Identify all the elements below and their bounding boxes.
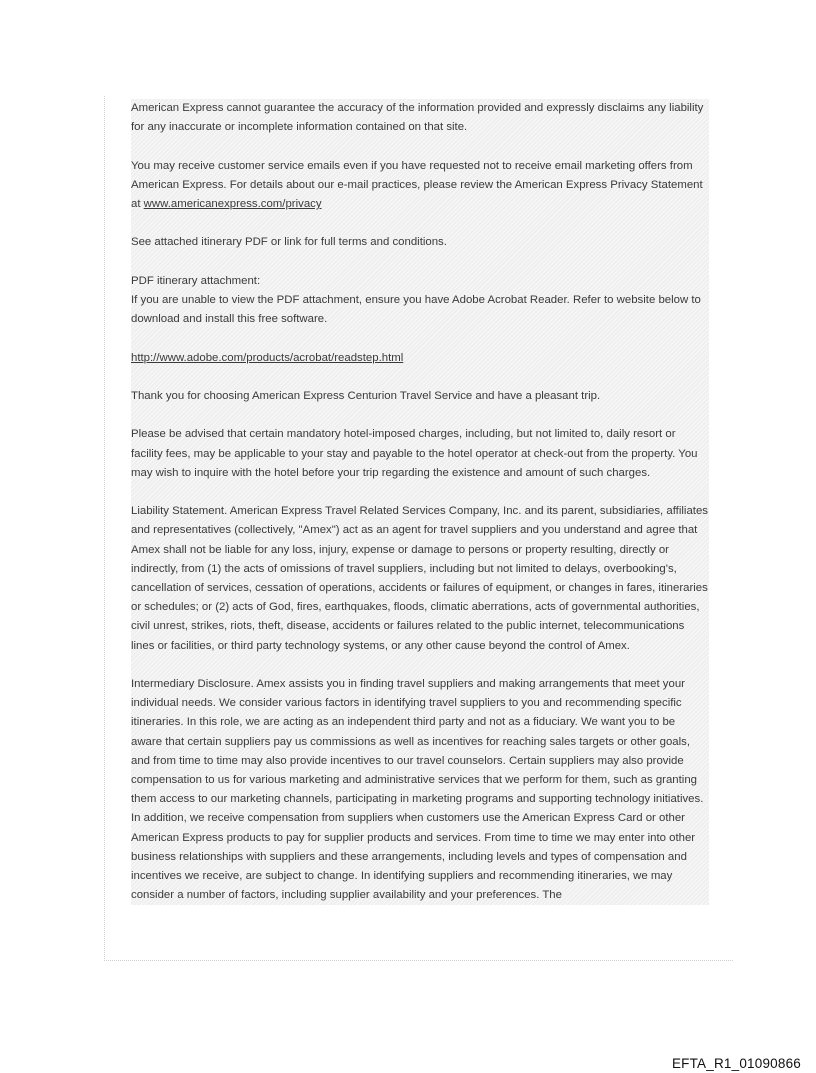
- privacy-link[interactable]: www.americanexpress.com/privacy: [143, 198, 322, 210]
- document-id: EFTA_R1_01090866: [671, 1056, 801, 1071]
- paragraph-email-practices: [131, 157, 709, 215]
- adobe-link[interactable]: http://www.adobe.com/products/acrobat/readstep.html: [131, 351, 404, 364]
- pdf-attachment-heading: PDF itinerary attachment:: [131, 274, 261, 287]
- paragraph-terms: See attached itinerary PDF or link for full terms and conditions.: [131, 236, 447, 249]
- email-practices-text: You may receive customer service emails even if you have requested not to receive email marketing offers from American Express. For details about our e-mail practices, please review the American Express Privacy Statement at: [131, 159, 703, 210]
- paragraph-thank-you: Thank you for choosing American Express Centurion Travel Service and have a pleasant trip.: [131, 389, 601, 402]
- pdf-attachment-text: If you are unable to view the PDF attachment, ensure you have Adobe Acrobat Reader. Refer to website below to download and install this free software.: [131, 293, 701, 326]
- paragraph-liability: Liability Statement. American Express Travel Related Services Company, Inc. and its parent, subsidiaries, affiliates and representatives (collectively, "Amex") act as an agent for travel suppliers and you understand and agree that Amex shall not be liable for any loss, injury, expense or damage to persons or property resulting, directly or indirectly, from (1) the acts of omissions of travel suppliers, including but not limited to delays, overbooking's, cancellation of services, cessation of operations, accidents or failures of equipment, or changes in fares, itineraries or schedules; or (2) acts of God, fires, earthquakes, floods, climatic aberrations, acts of governmental authorities, civil unrest, strikes, riots, theft, disease, accidents or failures related to the public internet, telecommunications lines or facilities, or third party technology systems, or any other cause beyond the control of Amex.: [131, 505, 708, 652]
- paragraph-intermediary: Intermediary Disclosure. Amex assists you in finding travel suppliers and making arrangements that meet your individual needs. We consider various factors in identifying travel suppliers to you and recommending specific itineraries. In this role, we are acting as an independent third party and not as a fiduciary. We want you to be aware that certain suppliers pay us commissions as well as incentives for reaching sales targets or other goals, and from time to time may also provide incentives to our travel counselors. Certain suppliers may also provide compensation to us for various marketing and administrative services that we perform for them, such as granting them access to our marketing channels, participating in marketing programs and supporting technology initiatives. In addition, we receive compensation from suppliers when customers use the American Express Card or other American Express products to pay for supplier products and services. From time to time we may enter into other business relationships with suppliers and these arrangements, including levels and types of compensation and incentives we receive, are subject to change. In identifying suppliers and recommending itineraries, we may consider a number of factors, including supplier availability and your preferences. The: [131, 677, 704, 902]
- paragraph-hotel-charges: Please be advised that certain mandatory hotel-imposed charges, including, but not limited to, daily resort or facility fees, may be applicable to your stay and payable to the hotel operator at check-out from the property. You may wish to inquire with the hotel before your trip regarding the existence and amount of such charges.: [131, 428, 698, 479]
- email-body: [131, 99, 709, 905]
- paragraph-adobe-link: [131, 349, 709, 368]
- paragraph-disclaimer: American Express cannot guarantee the accuracy of the information provided and expressly disclaims any liability for any inaccurate or incomplete information contained on that site.: [131, 102, 704, 134]
- paragraph-pdf-attachment: [131, 272, 709, 330]
